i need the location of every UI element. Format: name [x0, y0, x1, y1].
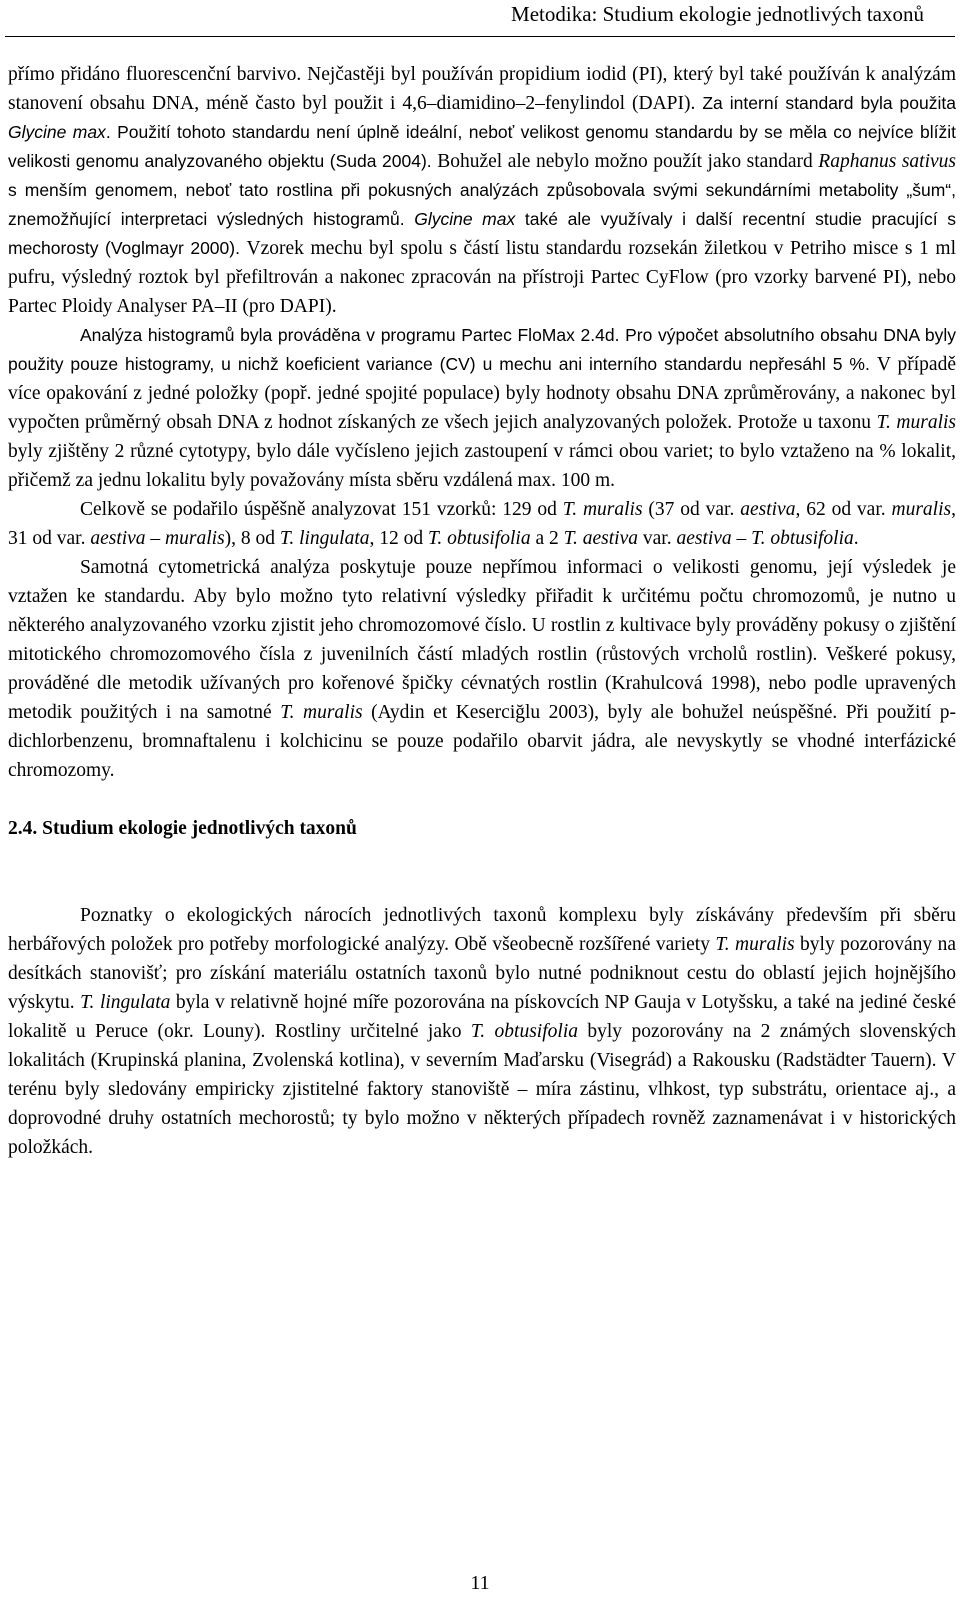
paragraph-histograms: [8, 321, 956, 495]
p1-s5: Použití tohoto standardu není úplně ideální, neboť velikost genomu standardu by se měla co nejvíce blížit velikosti genomu analyzovaného objektu (Suda 2004).: [8, 122, 956, 171]
p3-s1: Celkově se podařilo úspěšně analyzovat 151 vzorků: 129 od: [80, 499, 563, 520]
section-heading: 2.4. Studium ekologie jednotlivých taxonů: [8, 818, 357, 839]
sec-s3: byly pozorovány na desítkách stanovišť; pro získání materiálu ostatních taxonů bylo nutné podniknout cestu do oblastí jejich hojnějšího výskytu.: [8, 934, 956, 1013]
p3-s8: aestiva – muralis: [90, 528, 225, 549]
p4-s3: (Aydin et Keserciğlu 2003), byly ale bohužel neúspěšné. Při použití p-dichlorbenzenu, bromnaftalenu i kolchicinu se pouze podařilo obarvit jádra, ale nevyskytly se vhodné interfázické chromozomy.: [8, 702, 956, 781]
p1-s3-species: Glycine max: [8, 122, 106, 142]
sec-s4-species: T. lingulata: [80, 992, 171, 1013]
p1-s10: také ale využívaly i další recentní studie pracující s mechorosty (Voglmayr 2000).: [8, 209, 956, 258]
running-header-title: Metodika: Studium ekologie jednotlivých taxonů: [511, 2, 924, 26]
p3-s3: (37 od var.: [642, 499, 741, 520]
p3-s16: aestiva – T. obtusifolia: [676, 528, 854, 549]
paragraph-cytometry: [8, 553, 956, 785]
p3-s4: aestiva: [740, 499, 796, 520]
p2-s5: byly zjištěny 2 různé cytotypy, bylo dále vyčísleno jejich zastoupení v rámci obou variet; to bylo vztaženo na % lokalit, přičemž za jednu lokalitu byly považovány místa sběru vzdálená max. 100 m.: [8, 441, 956, 491]
p3-s15: var.: [638, 528, 677, 549]
p1-s7-species: Raphanus sativus: [818, 151, 956, 172]
p1-s8: s menším genomem, neboť tato rostlina při pokusných analýzách způsobovala svými sekundárními metabolity „šum“, znemožňující interpretaci výsledných histogramů.: [8, 180, 956, 229]
sec-s1: Poznatky o ekologických nárocích jednotlivých taxonů komplexu byly získávány především při sběru herbářových položek pro potřeby morfologické analýzy. Obě všeobecně rozšířené variety: [8, 905, 956, 955]
p3-s9: ), 8 od: [224, 528, 280, 549]
p3-s14: T. aestiva: [563, 528, 638, 549]
sec-s2-species: T. muralis: [715, 934, 795, 955]
spacer: [8, 785, 956, 814]
page-header: [0, 0, 960, 44]
p2-s3: V případě více opakování z jedné položky (popř. jedné spojité populace) byly hodnoty obsahu DNA zprůměrovány, a nakonec byl vypočten průměrný obsah DNA z hodnot získaných ze všech jejich analyzovaných položek. Protože u taxonu: [8, 354, 956, 433]
p2-s2: Pro výpočet absolutního obsahu DNA byly použity pouze histogramy, u nichž koeficient variance (CV) u mechu ani interního standardu nepřesáhl 5 %.: [8, 325, 956, 374]
sec-s6-species: T. obtusifolia: [470, 1021, 578, 1042]
paragraph-fluorescence: [8, 60, 956, 321]
sec-s7: byly pozorovány na 2 známých slovenských lokalitách (Krupinská planina, Zvolenská kotlina), v severním Maďarsku (Visegrád) a Rakousku (Radstädter Tauern). V terénu byly sledovány empiricky zjistitelné faktory stanoviště – míra zástinu, vlhkost, typ substrátu, orientace aj., a doprovodné druhy ostatních mechorostů; ty bylo možno v některých případech rovněž zaznamenávat i v historických položkách.: [8, 1021, 957, 1158]
p3-s5: , 62 od var.: [795, 499, 892, 520]
p4-s1: Samotná cytometrická analýza poskytuje pouze nepřímou informaci o velikosti genomu, její výsledek je vztažen ke standardu. Aby bylo možno tyto relativní výsledky přiřadit k určitému počtu chromozomů, je nutno u některého analyzovaného vzorku zjistit jeho chromozomové číslo. U rostlin z kultivace byly prováděny pokusy o zjištění mitotického chromozomového čísla z juvenilních částí mladých rostlin (růstových vrcholů rostlin). Veškeré pokusy, prováděné dle metodik užívaných pro kořenové špičky cévnatých rostlin (Krahulcová 1998), nebo podle upravených metodik použitých i na samotné: [8, 557, 956, 723]
paragraph-sample-counts: [8, 495, 956, 553]
p1-s6: Bohužel ale nebylo možno použít jako standard: [437, 151, 819, 172]
p3-s13: a 2: [530, 528, 564, 549]
p3-s10: T. lingulata: [279, 528, 370, 549]
p3-s7: , 31 od var.: [8, 499, 956, 549]
p3-s6: muralis: [891, 499, 952, 520]
p1-s2: Za interní standard byla použita: [695, 93, 956, 113]
p3-s12: T. obtusifolia: [428, 528, 531, 549]
p3-s2: T. muralis: [562, 499, 643, 520]
spacer: [8, 843, 956, 901]
p4-s2-species: T. muralis: [280, 702, 363, 723]
p3-s11: , 12 od: [369, 528, 428, 549]
p3-s17: .: [853, 528, 859, 549]
page-body: [8, 60, 956, 1162]
sec-s5: byla v relativně hojné míře pozorována na pískovcích NP Gauja v Lotyšsku, a také na jediné české lokalitě u Peruce (okr. Louny). Rostliny určitelné jako: [8, 992, 956, 1042]
p1-s9-species: Glycine max: [414, 209, 516, 229]
p1-s4: .: [105, 122, 118, 142]
p2-s1: Analýza histogramů byla prováděna v programu Partec FloMax 2.4d.: [80, 325, 620, 345]
paragraph-ecology: [8, 901, 956, 1162]
p1-s11: Vzorek mechu byl spolu s částí listu standardu rozsekán žiletkou v Petriho misce s 1 ml pufru, výsledný roztok byl přefiltrován a nakonec zpracován na přístroji Partec CyFlow (pro vzorky barvené PI), nebo Partec Ploidy Analyser PA–II (pro DAPI).: [8, 238, 956, 317]
header-divider: [5, 36, 955, 37]
page-number: 11: [470, 1572, 490, 1594]
p2-s4-species: T. muralis: [876, 412, 956, 433]
p1-s1: přímo přidáno fluorescenční barvivo. Nejčastěji byl používán propidium iodid (PI), který byl také používán k analýzám stanovení obsahu DNA, méně často byl použit i 4,6–diamidino–2–fenylindol (DAPI).: [8, 64, 956, 114]
